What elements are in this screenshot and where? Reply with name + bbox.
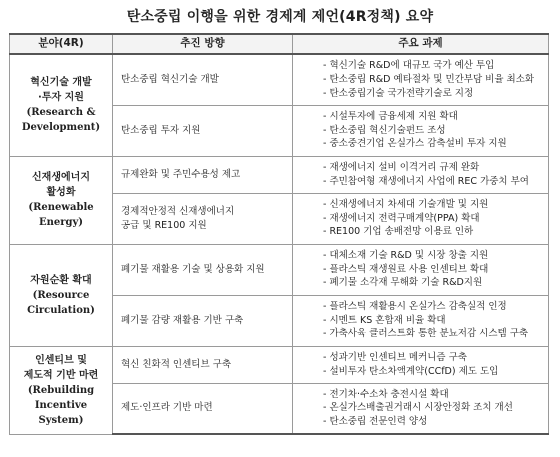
task-item: - 재생에너지 전력구매계약(PPA) 확대 [323, 212, 480, 224]
area-english: (Research & [26, 107, 96, 119]
task-item: - 대체소재 기술 R&D 및 시장 창출 지원 [323, 249, 489, 261]
area-english: (Renewable [28, 202, 94, 213]
task-item: - 플라스틱 재활용시 온실가스 감축실적 인정 [323, 300, 507, 312]
task-item: - RE100 기업 송배전망 이용료 인하 [323, 226, 474, 238]
task-item: - 주민참여형 재생에너지 사업에 REC 가중치 부여 [323, 175, 529, 187]
page-title: 탄소중립 이행을 위한 경제계 제언(4R정책) 요약 [126, 9, 434, 25]
direction-cell: 폐기물 감량 재활용 기반 구축 [113, 295, 293, 346]
direction-cell: 탄소중립 투자 지원 [113, 105, 293, 156]
tasks-cell [293, 105, 549, 156]
direction-cell: 폐기물 재활용 기술 및 상용화 지원 [113, 244, 293, 295]
direction-line: 경제적안정적 신재생에너지 [121, 205, 235, 217]
task-item: - 온실가스배출권거래시 시장안정화 조치 개선 [323, 402, 513, 414]
table-row [10, 156, 549, 193]
task-item: - 가축사육 클러스트화 통한 분뇨저감 시스템 구축 [323, 328, 529, 340]
area-title: 인센티브 및 [35, 354, 87, 366]
area-title: 제도적 기반 마련 [23, 369, 99, 381]
tasks-cell [293, 156, 549, 193]
tasks-cell [293, 346, 549, 383]
direction-cell: 제도·인프라 기반 마련 [113, 383, 293, 434]
task-item: - 탄소중립기술 국가전략기술로 지정 [323, 87, 474, 99]
table-row [10, 54, 549, 105]
area-title: 신재생에너지 [32, 172, 90, 183]
tasks-cell [293, 295, 549, 346]
area-english: (Rebuilding [27, 384, 95, 396]
area-cell-incentive [10, 346, 113, 434]
tasks-cell [293, 193, 549, 244]
area-english: Development) [21, 122, 101, 134]
task-item: - 재생에너지 설비 이격거리 규제 완화 [323, 161, 480, 173]
task-item: - 폐기물 소각재 무해화 기술 R&D지원 [323, 277, 483, 289]
tasks-cell [293, 383, 549, 434]
task-item: - 신재생에너지 차세대 기술개발 및 지원 [323, 198, 489, 210]
header-row [10, 34, 549, 54]
area-english: Energy) [38, 217, 84, 228]
task-item: - 탄소중립 혁신기술펀드 조성 [323, 124, 446, 136]
area-english: Incentive System) [34, 399, 88, 426]
area-title: 활성화 [46, 187, 76, 198]
task-item: - 설비투자 탄소차액계약(CCfD) 제도 도입 [323, 365, 499, 377]
task-item: - 혁신기술 R&D에 대규모 국가 예산 투입 [323, 60, 495, 72]
direction-cell: 규제완화 및 주민수용성 제고 [113, 156, 293, 193]
area-title: 자원순환 확대 [30, 274, 92, 286]
header-direction: 추진 방향 [113, 34, 293, 54]
tasks-cell [293, 54, 549, 105]
direction-line: 공급 및 RE100 지원 [121, 219, 207, 231]
direction-cell: 혁신 친화적 인센티브 구축 [113, 346, 293, 383]
area-cell-renewable [10, 156, 113, 244]
table-row [10, 244, 549, 295]
task-item: - 플라스틱 재생원료 사용 인센티브 확대 [323, 263, 489, 275]
table-row [10, 346, 549, 383]
direction-cell [113, 193, 293, 244]
task-item: - 중소중견기업 온실가스 감축설비 투자 지원 [323, 138, 507, 150]
task-item: - 전기차·수소차 충전시설 확대 [323, 388, 449, 400]
area-english: (Resource [32, 289, 90, 301]
area-title: 혁신기술 개발 [30, 77, 92, 89]
task-item: - 탄소중립 R&D 예타절차 및 민간부담 비율 최소화 [323, 73, 535, 85]
policy-summary-table [9, 33, 549, 435]
task-item: - 시설투자에 금융세제 지원 확대 [323, 110, 458, 122]
task-item: - 탄소중립 전문인력 양성 [323, 416, 428, 428]
header-area: 분야(4R) [10, 34, 113, 54]
area-title: ·투자 지원 [38, 92, 84, 104]
area-cell-resource [10, 244, 113, 346]
tasks-cell [293, 244, 549, 295]
task-item: - 성과기반 인센티브 메커니즘 구축 [323, 351, 467, 363]
direction-cell: 탄소중립 혁신기술 개발 [113, 54, 293, 105]
area-cell-research [10, 54, 113, 156]
area-english: Circulation) [27, 304, 95, 316]
task-item: - 시멘트 KS 혼합재 비율 확대 [323, 314, 446, 326]
header-tasks: 주요 과제 [293, 34, 549, 54]
